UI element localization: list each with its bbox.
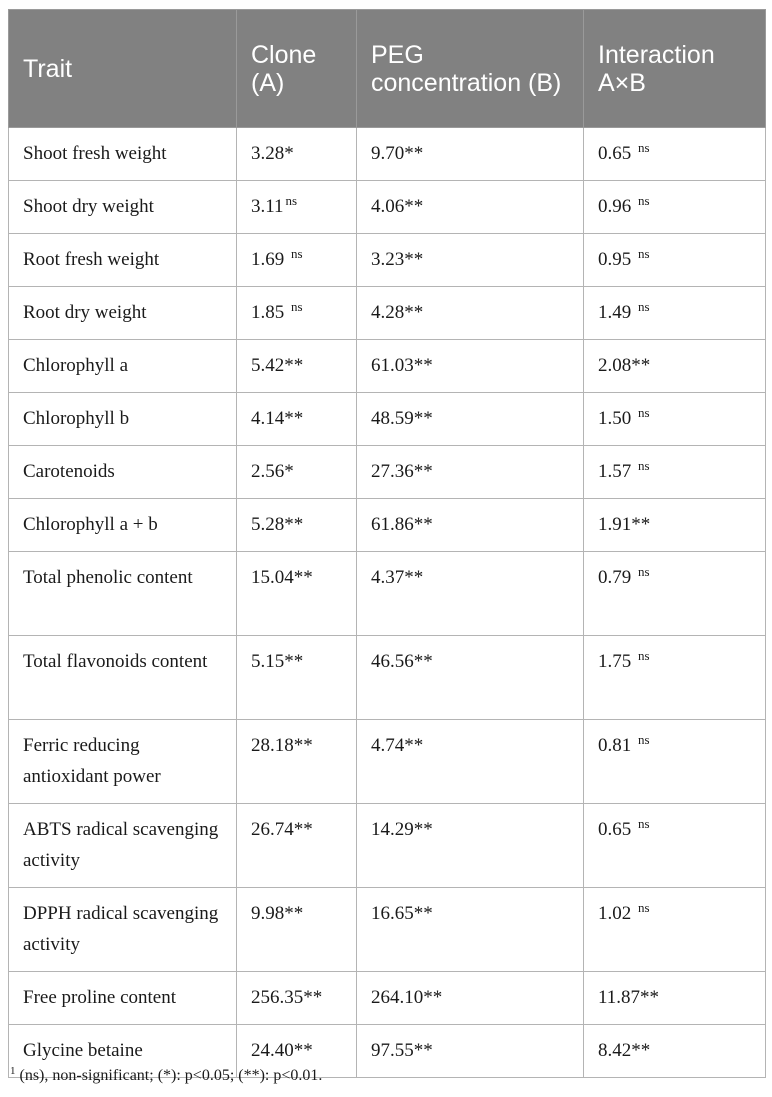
table-row xyxy=(9,888,766,972)
cell-interaction-value: 1.75 xyxy=(598,651,636,672)
cell-interaction-value: 1.49 xyxy=(598,302,636,323)
cell-peg-value: 3.23** xyxy=(371,249,424,270)
significance-marker: ns xyxy=(638,299,650,314)
table-row xyxy=(9,804,766,888)
cell-trait-value: Free proline content xyxy=(23,987,177,1008)
cell-trait xyxy=(9,287,237,340)
cell-trait xyxy=(9,972,237,1025)
table-row xyxy=(9,181,766,234)
significance-marker: ns xyxy=(638,140,650,155)
table-row xyxy=(9,340,766,393)
cell-interaction xyxy=(584,128,766,181)
cell-peg xyxy=(357,393,584,446)
cell-interaction xyxy=(584,720,766,804)
cell-trait xyxy=(9,804,237,888)
cell-clone-value: 9.98** xyxy=(251,903,304,924)
cell-clone xyxy=(237,720,357,804)
cell-peg-value: 97.55** xyxy=(371,1040,433,1061)
cell-peg-value: 4.28** xyxy=(371,302,424,323)
cell-clone xyxy=(237,181,357,234)
significance-marker: ns xyxy=(291,246,303,261)
significance-marker: ns xyxy=(638,405,650,420)
cell-interaction-value: 1.91** xyxy=(598,514,651,535)
cell-clone-value: 1.85 xyxy=(251,302,289,323)
cell-peg xyxy=(357,972,584,1025)
cell-clone xyxy=(237,888,357,972)
cell-peg xyxy=(357,636,584,720)
cell-trait-value: Total flavonoids content xyxy=(23,651,208,672)
cell-peg-value: 4.06** xyxy=(371,196,424,217)
cell-interaction xyxy=(584,499,766,552)
cell-trait-value: Shoot dry weight xyxy=(23,196,154,217)
cell-clone xyxy=(237,499,357,552)
footnote-text: (ns), non-significant; (*): p<0.05; (**): p<0.01. xyxy=(15,1067,323,1084)
cell-clone-value: 2.56* xyxy=(251,461,294,482)
table-row xyxy=(9,446,766,499)
cell-peg xyxy=(357,446,584,499)
cell-interaction xyxy=(584,393,766,446)
table-row xyxy=(9,972,766,1025)
anova-table xyxy=(8,9,766,1078)
cell-clone-value: 3.28* xyxy=(251,143,294,164)
cell-peg xyxy=(357,1025,584,1078)
cell-interaction-value: 1.50 xyxy=(598,408,636,429)
cell-trait xyxy=(9,888,237,972)
cell-peg xyxy=(357,720,584,804)
cell-trait xyxy=(9,636,237,720)
cell-clone xyxy=(237,234,357,287)
cell-trait-value: Ferric reducing antioxidant power xyxy=(23,735,161,787)
cell-interaction-value: 11.87** xyxy=(598,987,660,1008)
cell-clone-value: 15.04** xyxy=(251,567,313,588)
cell-interaction-value: 2.08** xyxy=(598,355,651,376)
cell-trait xyxy=(9,340,237,393)
significance-marker: ns xyxy=(638,564,650,579)
cell-interaction-value: 8.42** xyxy=(598,1040,651,1061)
cell-clone-value: 4.14** xyxy=(251,408,304,429)
cell-trait-value: Carotenoids xyxy=(23,461,115,482)
header-clone: Clone (A) xyxy=(237,10,357,128)
cell-interaction xyxy=(584,804,766,888)
cell-interaction xyxy=(584,287,766,340)
cell-trait xyxy=(9,234,237,287)
significance-marker: ns xyxy=(638,193,650,208)
cell-interaction xyxy=(584,1025,766,1078)
cell-peg-value: 27.36** xyxy=(371,461,433,482)
cell-clone xyxy=(237,552,357,636)
cell-interaction-value: 0.65 xyxy=(598,819,636,840)
cell-peg xyxy=(357,287,584,340)
cell-trait-value: Chlorophyll a + b xyxy=(23,514,158,535)
cell-clone-value: 24.40** xyxy=(251,1040,313,1061)
cell-interaction xyxy=(584,234,766,287)
cell-peg xyxy=(357,181,584,234)
cell-clone xyxy=(237,972,357,1025)
table-row xyxy=(9,287,766,340)
cell-trait-value: DPPH radical scavenging activity xyxy=(23,903,219,955)
cell-clone-value: 28.18** xyxy=(251,735,313,756)
table-row xyxy=(9,128,766,181)
cell-trait-value: ABTS radical scavenging activity xyxy=(23,819,219,871)
cell-clone-value: 1.69 xyxy=(251,249,289,270)
cell-trait xyxy=(9,446,237,499)
cell-peg-value: 16.65** xyxy=(371,903,433,924)
cell-interaction xyxy=(584,552,766,636)
cell-trait xyxy=(9,499,237,552)
cell-trait-value: Glycine betaine xyxy=(23,1040,143,1061)
cell-peg-value: 61.03** xyxy=(371,355,433,376)
cell-trait xyxy=(9,128,237,181)
header-peg-concentration: PEG concentration (B) xyxy=(357,10,584,128)
cell-trait-value: Root dry weight xyxy=(23,302,147,323)
significance-marker: ns xyxy=(291,299,303,314)
header-row xyxy=(9,10,766,128)
cell-trait xyxy=(9,552,237,636)
cell-clone-value: 5.42** xyxy=(251,355,304,376)
cell-trait-value: Chlorophyll b xyxy=(23,408,130,429)
table-row xyxy=(9,234,766,287)
table-footnote xyxy=(10,1067,322,1085)
cell-trait-value: Chlorophyll a xyxy=(23,355,129,376)
significance-marker: ns xyxy=(285,193,298,208)
cell-interaction xyxy=(584,340,766,393)
cell-clone xyxy=(237,128,357,181)
cell-clone xyxy=(237,636,357,720)
cell-peg-value: 14.29** xyxy=(371,819,433,840)
significance-marker: ns xyxy=(638,458,650,473)
significance-marker: ns xyxy=(638,900,650,915)
cell-trait-value: Total phenolic content xyxy=(23,567,193,588)
cell-peg xyxy=(357,888,584,972)
cell-peg xyxy=(357,340,584,393)
cell-peg xyxy=(357,234,584,287)
header-interaction: Interaction A×B xyxy=(584,10,766,128)
cell-peg-value: 9.70** xyxy=(371,143,424,164)
cell-interaction xyxy=(584,972,766,1025)
cell-peg-value: 46.56** xyxy=(371,651,433,672)
cell-peg-value: 264.10** xyxy=(371,987,443,1008)
footnote-marker: 1 xyxy=(10,1065,16,1077)
cell-trait xyxy=(9,181,237,234)
cell-clone-value: 5.28** xyxy=(251,514,304,535)
cell-interaction xyxy=(584,888,766,972)
cell-trait-value: Root fresh weight xyxy=(23,249,160,270)
cell-interaction-value: 0.65 xyxy=(598,143,636,164)
cell-clone-value: 3.11 xyxy=(251,196,284,217)
cell-clone xyxy=(237,804,357,888)
cell-interaction xyxy=(584,181,766,234)
significance-marker: ns xyxy=(638,246,650,261)
cell-interaction-value: 1.57 xyxy=(598,461,636,482)
cell-interaction-value: 1.02 xyxy=(598,903,636,924)
significance-marker: ns xyxy=(638,816,650,831)
cell-clone xyxy=(237,393,357,446)
table-row xyxy=(9,499,766,552)
cell-peg-value: 4.74** xyxy=(371,735,424,756)
table-row xyxy=(9,720,766,804)
cell-interaction-value: 0.81 xyxy=(598,735,636,756)
cell-clone xyxy=(237,287,357,340)
cell-interaction-value: 0.96 xyxy=(598,196,636,217)
cell-clone-value: 5.15** xyxy=(251,651,304,672)
cell-clone xyxy=(237,446,357,499)
significance-marker: ns xyxy=(638,732,650,747)
cell-interaction xyxy=(584,636,766,720)
cell-trait-value: Shoot fresh weight xyxy=(23,143,167,164)
cell-peg xyxy=(357,499,584,552)
cell-peg-value: 48.59** xyxy=(371,408,433,429)
cell-interaction-value: 0.95 xyxy=(598,249,636,270)
cell-trait xyxy=(9,393,237,446)
table-row xyxy=(9,636,766,720)
cell-clone-value: 256.35** xyxy=(251,987,323,1008)
cell-clone-value: 26.74** xyxy=(251,819,313,840)
cell-clone xyxy=(237,340,357,393)
cell-peg xyxy=(357,552,584,636)
cell-interaction-value: 0.79 xyxy=(598,567,636,588)
cell-peg-value: 4.37** xyxy=(371,567,424,588)
cell-peg-value: 61.86** xyxy=(371,514,433,535)
significance-marker: ns xyxy=(638,648,650,663)
cell-trait xyxy=(9,720,237,804)
cell-peg xyxy=(357,128,584,181)
table-row xyxy=(9,393,766,446)
header-trait: Trait xyxy=(9,10,237,128)
cell-peg xyxy=(357,804,584,888)
table-row xyxy=(9,552,766,636)
cell-interaction xyxy=(584,446,766,499)
